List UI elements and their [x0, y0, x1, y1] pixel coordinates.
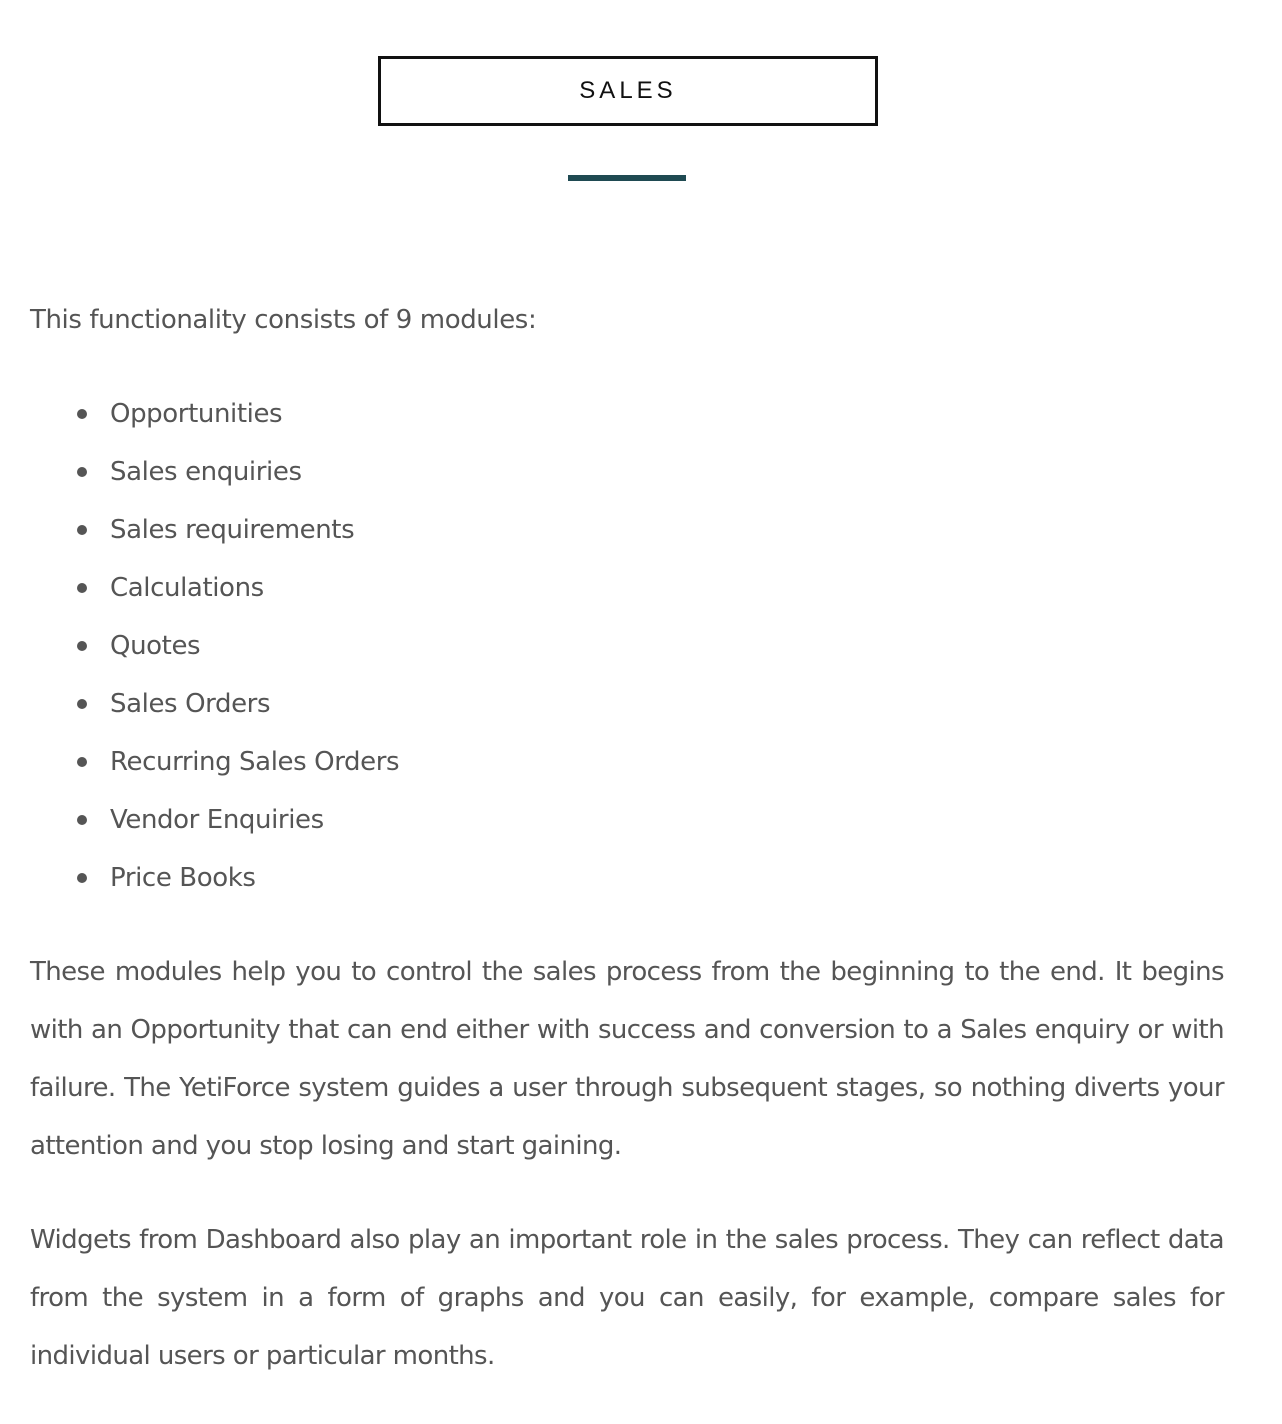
list-item	[30, 443, 399, 501]
widgets-paragraph: Widgets from Dashboard also play an important role in the sales process. They can reflect data from the system in a form of graphs and you can easily, for example, compare sales for individual users or particular months.	[30, 1225, 1224, 1371]
module-label: Opportunities	[110, 399, 283, 429]
bullet-icon	[77, 525, 87, 535]
list-item	[30, 385, 399, 443]
list-item	[30, 849, 399, 907]
module-label: Sales Orders	[110, 689, 271, 719]
section-title-box	[378, 56, 878, 126]
intro-text: This functionality consists of 9 modules:	[30, 305, 537, 335]
bullet-icon	[77, 467, 87, 477]
list-item	[30, 791, 399, 849]
list-item	[30, 733, 399, 791]
bullet-icon	[77, 583, 87, 593]
module-label: Recurring Sales Orders	[110, 747, 400, 777]
list-item	[30, 617, 399, 675]
section-title: SALES	[579, 77, 677, 104]
module-label: Sales requirements	[110, 515, 355, 545]
bullet-icon	[77, 757, 87, 767]
list-item	[30, 675, 399, 733]
bullet-icon	[77, 873, 87, 883]
bullet-icon	[77, 815, 87, 825]
list-item	[30, 559, 399, 617]
list-item	[30, 501, 399, 559]
module-label: Price Books	[110, 863, 256, 893]
module-label: Sales enquiries	[110, 457, 302, 487]
description-paragraph: These modules help you to control the sales process from the beginning to the end. It begins with an Opportunity that can end either with success and conversion to a Sales enquiry or with failure. The YetiForce system guides a user through subsequent stages, so nothing diverts your attention and you stop losing and start gaining.	[30, 957, 1224, 1161]
module-label: Calculations	[110, 573, 264, 603]
bullet-icon	[77, 409, 87, 419]
title-underline-divider	[568, 175, 686, 181]
module-label: Vendor Enquiries	[110, 805, 324, 835]
bullet-icon	[77, 699, 87, 709]
module-label: Quotes	[110, 631, 201, 661]
modules-list	[30, 385, 399, 907]
bullet-icon	[77, 641, 87, 651]
